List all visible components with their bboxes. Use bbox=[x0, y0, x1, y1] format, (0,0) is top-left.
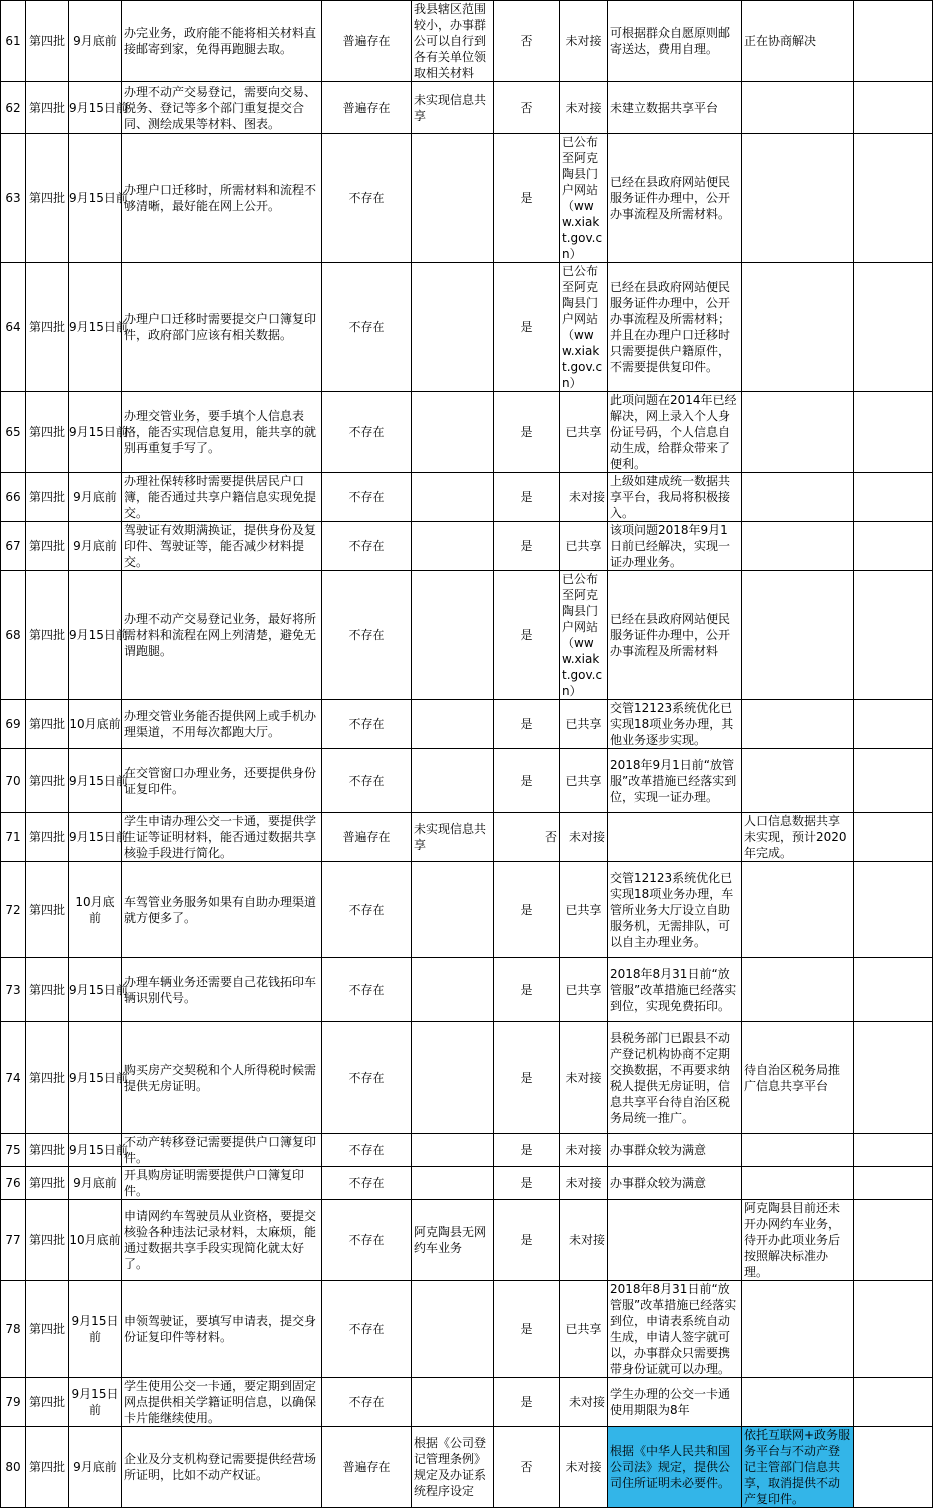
issue-cell: 办理交管业务能否提供网上或手机办理渠道，不用每次都跑大厅。 bbox=[122, 700, 322, 749]
issue-cell: 驾驶证有效期满换证，提供身份及复印件、驾驶证等，能否减少材料提交。 bbox=[122, 522, 322, 571]
issue-cell: 学生使用公交一卡通，要定期到固定网点提供相关学籍证明信息，以确保卡片能继续使用。 bbox=[122, 1378, 322, 1427]
reason-cell bbox=[412, 1281, 494, 1378]
row-number: 67 bbox=[1, 522, 26, 571]
issue-cell: 企业及分支机构登记需要提供经营场所证明，比如不动产权证。 bbox=[122, 1427, 322, 1508]
row-number: 78 bbox=[1, 1281, 26, 1378]
note-cell: 依托互联网+政务服务平台与不动产登记主管部门信息共享，取消提供不动产复印件。 bbox=[742, 1427, 854, 1508]
issue-cell: 购买房产交契税和个人所得税时候需提供无房证明。 bbox=[122, 1022, 322, 1134]
batch-cell: 第四批 bbox=[26, 522, 69, 571]
existence-cell: 不存在 bbox=[322, 1134, 412, 1167]
row-number: 62 bbox=[1, 82, 26, 134]
status-cell: 未对接 bbox=[560, 473, 608, 522]
deadline-cell: 9月15日前 bbox=[69, 571, 122, 700]
deadline-cell: 9月15日前 bbox=[69, 958, 122, 1022]
shared-cell: 否 bbox=[494, 82, 560, 134]
measure-cell: 该项问题2018年9月1日前已经解决，实现一证办理业务。 bbox=[608, 522, 742, 571]
table-row bbox=[1, 1022, 933, 1134]
reason-cell bbox=[412, 134, 494, 263]
row-number: 70 bbox=[1, 749, 26, 813]
batch-cell: 第四批 bbox=[26, 134, 69, 263]
table-row bbox=[1, 813, 933, 862]
status-cell: 未对接 bbox=[560, 1, 608, 82]
note-cell bbox=[742, 749, 854, 813]
note-cell: 正在协商解决 bbox=[742, 1, 854, 82]
status-cell: 未对接 bbox=[560, 1134, 608, 1167]
measure-cell: 交管12123系统优化已实现18项业务办理，车管所业务大厅设立自助服务机，无需排队，可以自主办理业务。 bbox=[608, 862, 742, 958]
table-row bbox=[1, 1200, 933, 1281]
deadline-cell: 9月15日前 bbox=[69, 1281, 122, 1378]
deadline-cell: 9月底前 bbox=[69, 522, 122, 571]
status-cell: 已共享 bbox=[560, 958, 608, 1022]
row-number: 65 bbox=[1, 392, 26, 473]
batch-cell: 第四批 bbox=[26, 571, 69, 700]
measure-cell: 学生办理的公交一卡通使用期限为8年 bbox=[608, 1378, 742, 1427]
issue-cell: 办理不动产交易登记，需要向交易、税务、登记等多个部门重复提交合同、测绘成果等材料、图表。 bbox=[122, 82, 322, 134]
row-number: 73 bbox=[1, 958, 26, 1022]
shared-cell: 是 bbox=[494, 749, 560, 813]
empty-cell bbox=[854, 1134, 933, 1167]
reason-cell: 未实现信息共享 bbox=[412, 813, 494, 862]
deadline-cell: 9月15日前 bbox=[69, 813, 122, 862]
shared-cell: 是 bbox=[494, 522, 560, 571]
measure-cell: 上级如建成统一数据共享平台，我局将积极接入。 bbox=[608, 473, 742, 522]
issue-cell: 学生申请办理公交一卡通，要提供学生证等证明材料，能否通过数据共享核验手段进行简化。 bbox=[122, 813, 322, 862]
measure-cell bbox=[608, 813, 742, 862]
empty-cell bbox=[854, 263, 933, 392]
shared-cell: 是 bbox=[494, 1022, 560, 1134]
reason-cell bbox=[412, 1134, 494, 1167]
measure-cell: 2018年8月31日前“放管服”改革措施已经落实到位，申请表系统自动生成，申请人签字就可以，办事群众只需要携带身份证就可以办理。 bbox=[608, 1281, 742, 1378]
deadline-cell: 10月底前 bbox=[69, 700, 122, 749]
issue-cell: 办理车辆业务还需要自己花钱拓印车辆识别代号。 bbox=[122, 958, 322, 1022]
issue-cell: 办理户口迁移时需要提交户口簿复印件，政府部门应该有相关数据。 bbox=[122, 263, 322, 392]
deadline-cell: 9月15日前 bbox=[69, 1134, 122, 1167]
issue-cell: 不动产转移登记需要提供户口簿复印件。 bbox=[122, 1134, 322, 1167]
empty-cell bbox=[854, 134, 933, 263]
existence-cell: 不存在 bbox=[322, 392, 412, 473]
status-cell: 未对接 bbox=[560, 1167, 608, 1200]
status-cell: 未对接 bbox=[560, 1378, 608, 1427]
status-cell: 已共享 bbox=[560, 1281, 608, 1378]
table-row bbox=[1, 862, 933, 958]
measure-cell: 已经在县政府网站便民服务证件办理中，公开办事流程及所需材料 bbox=[608, 571, 742, 700]
existence-cell: 不存在 bbox=[322, 700, 412, 749]
row-number: 68 bbox=[1, 571, 26, 700]
reason-cell: 我县辖区范围较小，办事群公可以自行到各有关单位领取相关材料 bbox=[412, 1, 494, 82]
table-row bbox=[1, 1281, 933, 1378]
row-number: 76 bbox=[1, 1167, 26, 1200]
row-number: 61 bbox=[1, 1, 26, 82]
reason-cell: 阿克陶县无网约车业务 bbox=[412, 1200, 494, 1281]
reason-cell: 未实现信息共享 bbox=[412, 82, 494, 134]
note-cell bbox=[742, 1378, 854, 1427]
status-cell: 未对接 bbox=[560, 813, 608, 862]
row-number: 79 bbox=[1, 1378, 26, 1427]
empty-cell bbox=[854, 1200, 933, 1281]
status-cell: 已共享 bbox=[560, 392, 608, 473]
shared-cell: 是 bbox=[494, 958, 560, 1022]
note-cell bbox=[742, 862, 854, 958]
reason-cell bbox=[412, 1167, 494, 1200]
batch-cell: 第四批 bbox=[26, 82, 69, 134]
reason-cell: 根据《公司登记管理条例》规定及办证系统程序设定 bbox=[412, 1427, 494, 1508]
batch-cell: 第四批 bbox=[26, 1200, 69, 1281]
deadline-cell: 9月15日前 bbox=[69, 1022, 122, 1134]
note-cell bbox=[742, 263, 854, 392]
table-row bbox=[1, 263, 933, 392]
measure-cell: 办事群众较为满意 bbox=[608, 1134, 742, 1167]
deadline-cell: 9月15日前 bbox=[69, 1378, 122, 1427]
table-row bbox=[1, 958, 933, 1022]
measure-cell: 已经在县政府网站便民服务证件办理中，公开办事流程及所需材料；并且在办理户口迁移时只需要提供户籍原件，不需要提供复印件。 bbox=[608, 263, 742, 392]
deadline-cell: 9月底前 bbox=[69, 1427, 122, 1508]
empty-cell bbox=[854, 700, 933, 749]
status-cell: 未对接 bbox=[560, 1427, 608, 1508]
table-row bbox=[1, 749, 933, 813]
existence-cell: 不存在 bbox=[322, 958, 412, 1022]
batch-cell: 第四批 bbox=[26, 473, 69, 522]
row-number: 69 bbox=[1, 700, 26, 749]
measure-cell: 此项问题在2014年已经解决，网上录入个人身份证号码，个人信息自动生成，给群众带来了便利。 bbox=[608, 392, 742, 473]
existence-cell: 不存在 bbox=[322, 1022, 412, 1134]
batch-cell: 第四批 bbox=[26, 1378, 69, 1427]
issue-cell: 申领驾驶证，要填写申请表，提交身份证复印件等材料。 bbox=[122, 1281, 322, 1378]
empty-cell bbox=[854, 1378, 933, 1427]
shared-cell: 否 bbox=[494, 813, 560, 862]
table-row bbox=[1, 1378, 933, 1427]
table-row bbox=[1, 134, 933, 263]
issue-cell: 办理户口迁移时，所需材料和流程不够清晰，最好能在网上公开。 bbox=[122, 134, 322, 263]
note-cell bbox=[742, 1167, 854, 1200]
existence-cell: 不存在 bbox=[322, 749, 412, 813]
reason-cell bbox=[412, 263, 494, 392]
note-cell bbox=[742, 134, 854, 263]
issue-cell: 办理交管业务，要手填个人信息表格，能否实现信息复用，能共享的就别再重复手写了。 bbox=[122, 392, 322, 473]
status-cell: 未对接 bbox=[560, 1200, 608, 1281]
shared-cell: 是 bbox=[494, 134, 560, 263]
measure-cell: 2018年9月1日前“放管服”改革措施已经落实到位，实现一证办理。 bbox=[608, 749, 742, 813]
measure-cell: 办事群众较为满意 bbox=[608, 1167, 742, 1200]
note-cell: 待自治区税务局推广信息共享平台 bbox=[742, 1022, 854, 1134]
shared-cell: 否 bbox=[494, 1427, 560, 1508]
table-row bbox=[1, 1427, 933, 1508]
batch-cell: 第四批 bbox=[26, 1427, 69, 1508]
deadline-cell: 10月底前 bbox=[69, 1200, 122, 1281]
measure-cell: 交管12123系统优化已实现18项业务办理，其他业务逐步实现。 bbox=[608, 700, 742, 749]
shared-cell: 是 bbox=[494, 1134, 560, 1167]
status-cell: 已公布至阿克陶县门户网站（www.xiakt.gov.cn） bbox=[560, 571, 608, 700]
deadline-cell: 9月15日前 bbox=[69, 749, 122, 813]
table-row bbox=[1, 392, 933, 473]
batch-cell: 第四批 bbox=[26, 263, 69, 392]
existence-cell: 不存在 bbox=[322, 1378, 412, 1427]
reason-cell bbox=[412, 700, 494, 749]
batch-cell: 第四批 bbox=[26, 1022, 69, 1134]
existence-cell: 普遍存在 bbox=[322, 82, 412, 134]
note-cell bbox=[742, 1281, 854, 1378]
note-cell: 人口信息数据共享未实现，预计2020年完成。 bbox=[742, 813, 854, 862]
measure-cell: 未建立数据共享平台 bbox=[608, 82, 742, 134]
deadline-cell: 10月底前 bbox=[69, 862, 122, 958]
status-cell: 已共享 bbox=[560, 749, 608, 813]
table-row bbox=[1, 700, 933, 749]
note-cell bbox=[742, 392, 854, 473]
batch-cell: 第四批 bbox=[26, 749, 69, 813]
batch-cell: 第四批 bbox=[26, 1281, 69, 1378]
existence-cell: 不存在 bbox=[322, 263, 412, 392]
empty-cell bbox=[854, 1167, 933, 1200]
note-cell: 阿克陶县目前还未开办网约车业务，待开办此项业务后按照解决标准办理。 bbox=[742, 1200, 854, 1281]
table-row bbox=[1, 1134, 933, 1167]
batch-cell: 第四批 bbox=[26, 813, 69, 862]
empty-cell bbox=[854, 1281, 933, 1378]
issue-cell: 在交管窗口办理业务，还要提供身份证复印件。 bbox=[122, 749, 322, 813]
note-cell bbox=[742, 522, 854, 571]
measure-cell bbox=[608, 1200, 742, 1281]
measure-cell: 县税务部门已跟县不动产登记机构协商不定期交换数据，不再要求纳税人提供无房证明，信息共享平台待自治区税务局统一推广。 bbox=[608, 1022, 742, 1134]
empty-cell bbox=[854, 862, 933, 958]
reason-cell bbox=[412, 862, 494, 958]
reason-cell bbox=[412, 571, 494, 700]
existence-cell: 不存在 bbox=[322, 1167, 412, 1200]
note-cell bbox=[742, 958, 854, 1022]
existence-cell: 不存在 bbox=[322, 862, 412, 958]
batch-cell: 第四批 bbox=[26, 392, 69, 473]
batch-cell: 第四批 bbox=[26, 1134, 69, 1167]
shared-cell: 是 bbox=[494, 700, 560, 749]
shared-cell: 否 bbox=[494, 1, 560, 82]
existence-cell: 不存在 bbox=[322, 1281, 412, 1378]
shared-cell: 是 bbox=[494, 1200, 560, 1281]
row-number: 72 bbox=[1, 862, 26, 958]
status-cell: 已共享 bbox=[560, 862, 608, 958]
issue-cell: 办完业务，政府能不能将相关材料直接邮寄到家，免得再跑腿去取。 bbox=[122, 1, 322, 82]
table-row bbox=[1, 82, 933, 134]
measure-cell: 根据《中华人民共和国公司法》规定，提供公司住所证明未必要件。 bbox=[608, 1427, 742, 1508]
deadline-cell: 9月15日前 bbox=[69, 134, 122, 263]
deadline-cell: 9月15日前 bbox=[69, 263, 122, 392]
shared-cell: 是 bbox=[494, 1378, 560, 1427]
deadline-cell: 9月底前 bbox=[69, 1167, 122, 1200]
note-cell bbox=[742, 1134, 854, 1167]
issue-cell: 车驾管业务服务如果有自助办理渠道就方便多了。 bbox=[122, 862, 322, 958]
batch-cell: 第四批 bbox=[26, 1, 69, 82]
row-number: 74 bbox=[1, 1022, 26, 1134]
reason-cell bbox=[412, 1378, 494, 1427]
deadline-cell: 9月15日前 bbox=[69, 82, 122, 134]
empty-cell bbox=[854, 1427, 933, 1508]
existence-cell: 不存在 bbox=[322, 571, 412, 700]
issue-cell: 办理不动产交易登记业务，最好将所需材料和流程在网上列清楚，避免无谓跑腿。 bbox=[122, 571, 322, 700]
empty-cell bbox=[854, 1, 933, 82]
table-row bbox=[1, 522, 933, 571]
reason-cell bbox=[412, 392, 494, 473]
note-cell bbox=[742, 82, 854, 134]
deadline-cell: 9月底前 bbox=[69, 1, 122, 82]
empty-cell bbox=[854, 813, 933, 862]
measure-cell: 可根据群众自愿原则邮寄送达，费用自理。 bbox=[608, 1, 742, 82]
empty-cell bbox=[854, 958, 933, 1022]
measure-cell: 2018年8月31日前“放管服”改革措施已经落实到位，实现免费拓印。 bbox=[608, 958, 742, 1022]
shared-cell: 是 bbox=[494, 571, 560, 700]
row-number: 77 bbox=[1, 1200, 26, 1281]
table-row bbox=[1, 473, 933, 522]
status-cell: 未对接 bbox=[560, 82, 608, 134]
row-number: 80 bbox=[1, 1427, 26, 1508]
shared-cell: 是 bbox=[494, 862, 560, 958]
reason-cell bbox=[412, 1022, 494, 1134]
note-cell bbox=[742, 473, 854, 522]
measure-cell: 已经在县政府网站便民服务证件办理中，公开办事流程及所需材料。 bbox=[608, 134, 742, 263]
batch-cell: 第四批 bbox=[26, 1167, 69, 1200]
shared-cell: 是 bbox=[494, 473, 560, 522]
row-number: 64 bbox=[1, 263, 26, 392]
issue-cell: 办理社保转移时需要提供居民户口簿，能否通过共享户籍信息实现免提交。 bbox=[122, 473, 322, 522]
table-row bbox=[1, 571, 933, 700]
shared-cell: 是 bbox=[494, 263, 560, 392]
empty-cell bbox=[854, 522, 933, 571]
row-number: 75 bbox=[1, 1134, 26, 1167]
empty-cell bbox=[854, 82, 933, 134]
reason-cell bbox=[412, 749, 494, 813]
empty-cell bbox=[854, 571, 933, 700]
note-cell bbox=[742, 700, 854, 749]
existence-cell: 普遍存在 bbox=[322, 1427, 412, 1508]
shared-cell: 是 bbox=[494, 1281, 560, 1378]
deadline-cell: 9月底前 bbox=[69, 473, 122, 522]
empty-cell bbox=[854, 1022, 933, 1134]
empty-cell bbox=[854, 473, 933, 522]
issue-cell: 开具购房证明需要提供户口簿复印件。 bbox=[122, 1167, 322, 1200]
existence-cell: 不存在 bbox=[322, 522, 412, 571]
note-cell bbox=[742, 571, 854, 700]
existence-cell: 普遍存在 bbox=[322, 1, 412, 82]
shared-cell: 是 bbox=[494, 1167, 560, 1200]
shared-cell: 是 bbox=[494, 392, 560, 473]
existence-cell: 普遍存在 bbox=[322, 813, 412, 862]
reason-cell bbox=[412, 958, 494, 1022]
status-cell: 未对接 bbox=[560, 1022, 608, 1134]
existence-cell: 不存在 bbox=[322, 134, 412, 263]
empty-cell bbox=[854, 749, 933, 813]
row-number: 63 bbox=[1, 134, 26, 263]
existence-cell: 不存在 bbox=[322, 473, 412, 522]
reason-cell bbox=[412, 473, 494, 522]
status-cell: 已公布至阿克陶县门户网站（www.xiakt.gov.cn） bbox=[560, 263, 608, 392]
status-cell: 已公布至阿克陶县门户网站（www.xiakt.gov.cn） bbox=[560, 134, 608, 263]
empty-cell bbox=[854, 392, 933, 473]
batch-cell: 第四批 bbox=[26, 700, 69, 749]
batch-cell: 第四批 bbox=[26, 862, 69, 958]
table-row bbox=[1, 1, 933, 82]
row-number: 71 bbox=[1, 813, 26, 862]
existence-cell: 不存在 bbox=[322, 1200, 412, 1281]
table-row bbox=[1, 1167, 933, 1200]
row-number: 66 bbox=[1, 473, 26, 522]
deadline-cell: 9月15日前 bbox=[69, 392, 122, 473]
status-cell: 已共享 bbox=[560, 522, 608, 571]
status-cell: 已共享 bbox=[560, 700, 608, 749]
issue-cell: 申请网约车驾驶员从业资格，要提交核验各种违法记录材料，太麻烦，能通过数据共享手段实现简化就太好了。 bbox=[122, 1200, 322, 1281]
batch-cell: 第四批 bbox=[26, 958, 69, 1022]
reason-cell bbox=[412, 522, 494, 571]
